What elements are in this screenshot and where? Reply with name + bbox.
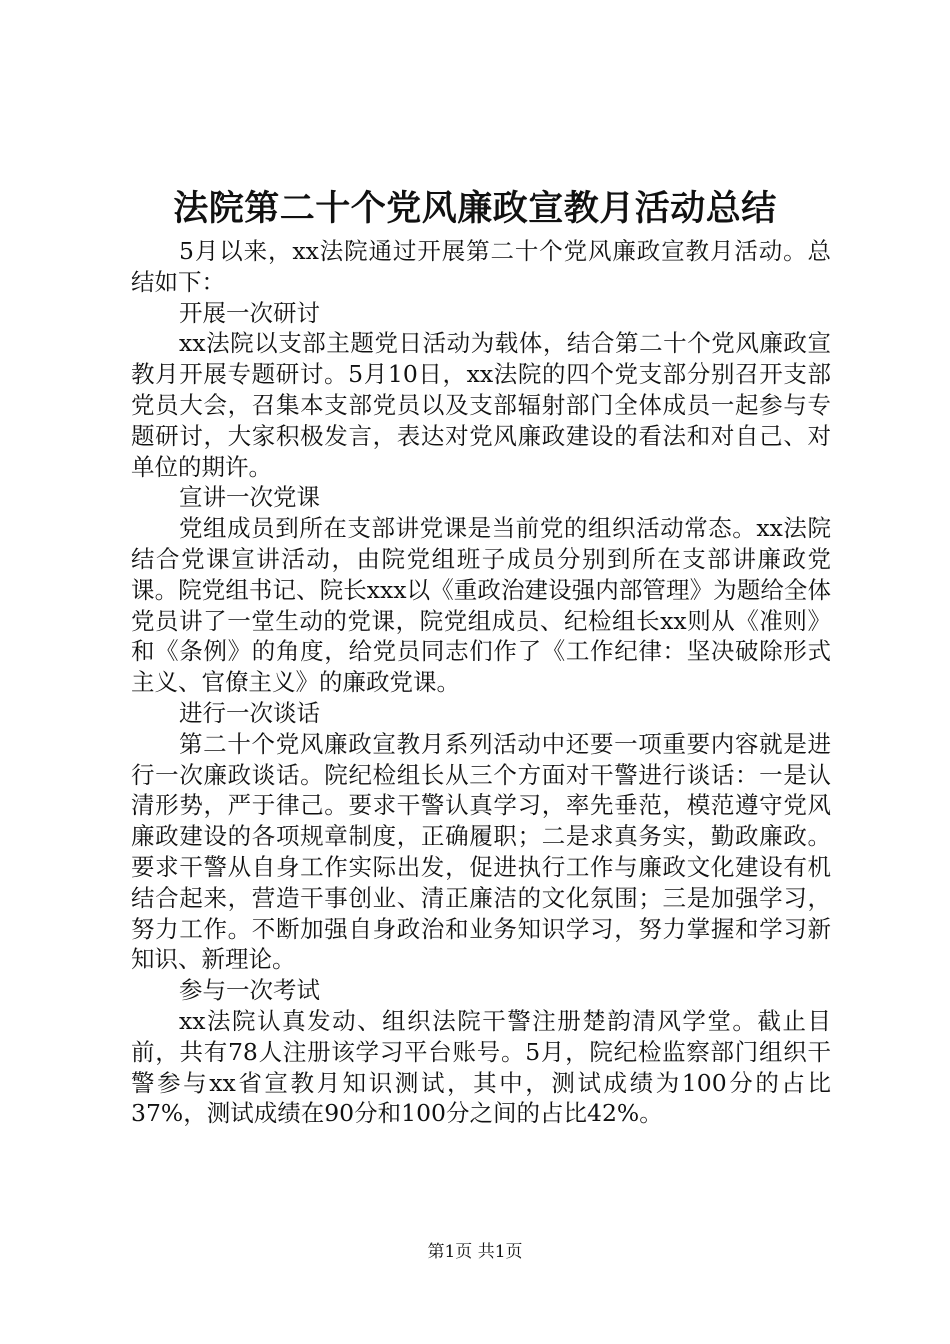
section-heading-seminar: 开展一次研讨 [179, 298, 320, 327]
section-heading-party-lecture: 宣讲一次党课 [179, 483, 320, 512]
intro-paragraph: 5月以来，xx法院通过开展第二十个党风廉政宣教月活动。总结如下： [131, 237, 831, 296]
section-paragraph-exam: xx法院认真发动、组织法院干警注册楚韵清风学堂。截止目前，共有78人注册该学习平台账号。5月，院纪检监察部门组织干警参与xx省宣教月知识测试，其中，测试成绩为100分的占比37%，测试成绩在90分和100分之间的占比42%。 [131, 1006, 831, 1128]
document-body [131, 236, 831, 1129]
section-paragraph-party-lecture: 党组成员到所在支部讲党课是当前党的组织活动常态。xx法院结合党课宣讲活动，由院党组班子成员分别到所在支部讲廉政党课。院党组书记、院长xxx以《重政治建设强内部管理》为题给全体党员讲了一堂生动的党课，院党组成员、纪检组长xx则从《准则》和《条例》的角度，给党员同志们作了《工作纪律：坚决破除形式主义、官僚主义》的廉政党课。 [131, 514, 831, 697]
section-paragraph-talk: 第二十个党风廉政宣教月系列活动中还要一项重要内容就是进行一次廉政谈话。院纪检组长从三个方面对干警进行谈话：一是认清形势，严于律己。要求干警认真学习，率先垂范，模范遵守党风廉政建设的各项规章制度，正确履职；二是求真务实，勤政廉政。要求干警从自身工作实际出发，促进执行工作与廉政文化建设有机结合起来，营造干事创业、清正廉洁的文化氛围；三是加强学习，努力工作。不断加强自身政治和业务知识学习，努力掌握和学习新知识、新理论。 [131, 729, 831, 974]
page-footer: 第1页 共1页 [427, 1242, 523, 1262]
section-heading-talk: 进行一次谈话 [179, 698, 320, 727]
section-heading-exam: 参与一次考试 [179, 976, 320, 1005]
section-paragraph-seminar: xx法院以支部主题党日活动为载体，结合第二十个党风廉政宣教月开展专题研讨。5月10日，xx法院的四个党支部分别召开支部党员大会，召集本支部党员以及支部辐射部门全体成员一起参与专题研讨，大家积极发言，表达对党风廉政建设的看法和对自己、对单位的期许。 [131, 329, 831, 481]
document-title: 法院第二十个党风廉政宣教月活动总结 [173, 188, 777, 229]
